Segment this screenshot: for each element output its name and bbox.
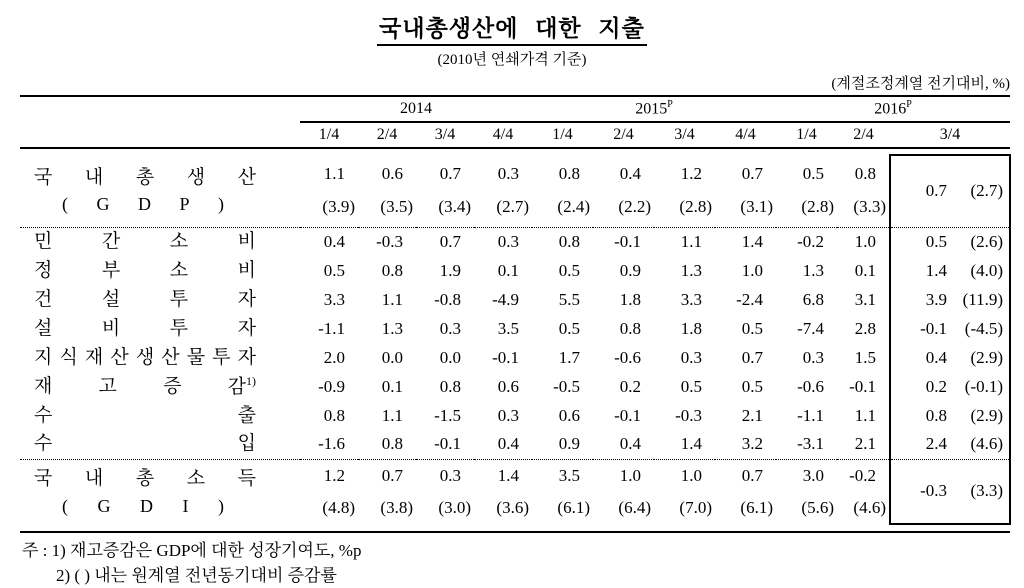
value-cell: 2.8: [854, 318, 876, 338]
value-cell: 0.4: [593, 430, 654, 459]
label-char: G: [97, 495, 111, 516]
boxed-value: [891, 481, 1009, 501]
value-paren: (3.6): [496, 497, 529, 517]
label-char: 소: [169, 259, 189, 281]
row-label-subtext: [20, 191, 300, 217]
row-label-facilities-investment: [20, 314, 300, 343]
boxed-value-cell: [890, 256, 1010, 285]
boxed-main: 0.8: [925, 405, 948, 425]
table-row-inventory-change: [20, 372, 1010, 401]
value-cell: -7.4: [797, 318, 824, 338]
label-char: 재: [34, 375, 53, 397]
value-cell: 3.5: [497, 318, 519, 338]
value-main: 0.5: [802, 164, 824, 184]
value-cell: 1.1: [680, 231, 702, 251]
row-label-text: [20, 430, 300, 458]
label-char: 수: [34, 433, 53, 455]
value-cell: 0.9: [619, 260, 641, 280]
label-char: 소: [186, 467, 206, 489]
boxed-value: [891, 232, 1009, 252]
label-char: 감$^{1)}$: [227, 373, 256, 397]
value-cell: -0.3: [675, 405, 702, 425]
value-main: 0.8: [854, 164, 876, 184]
boxed-main: -0.3: [920, 481, 948, 501]
value-cell: -0.5: [553, 376, 580, 396]
label-char: (: [62, 194, 68, 215]
value-paren: (3.9): [322, 196, 355, 216]
table-row-construction-investment: [20, 285, 1010, 314]
value-main: 1.0: [619, 465, 641, 485]
year-header: $2015^P$: [532, 96, 776, 122]
value-cell: 0.5: [558, 318, 580, 338]
value-cell: 0.0: [439, 347, 461, 367]
value-paren: (2.2): [618, 196, 651, 216]
label-char: 부: [101, 259, 121, 281]
spacer-cell: [20, 524, 1010, 532]
label-char: 설: [34, 317, 53, 339]
boxed-paren: (4.0): [970, 260, 1004, 280]
row-label-private-consumption: [20, 227, 300, 256]
quarter-header: 2/4: [837, 122, 890, 148]
boxed-main: 3.9: [925, 289, 948, 309]
label-char: 고: [98, 375, 117, 397]
label-char: 비: [237, 259, 256, 281]
value-cell: [300, 155, 358, 227]
value-cell: 0.4: [323, 231, 345, 251]
label-char: P: [179, 194, 190, 215]
boxed-value: [891, 377, 1009, 397]
label-char: (: [62, 495, 68, 516]
boxed-main: 2.4: [925, 434, 948, 454]
value-cell: 1.9: [439, 260, 461, 280]
label-char: 투: [169, 288, 189, 310]
row-label-subtext: [20, 493, 300, 519]
value-main: -0.2: [849, 465, 876, 485]
value-cell: 0.1: [854, 260, 876, 280]
row-label-intellectual-property-investment: [20, 343, 300, 372]
value-main: 0.6: [381, 164, 403, 184]
value-cell: [474, 155, 532, 227]
value-main: 0.7: [741, 164, 763, 184]
boxed-value-cell: [890, 430, 1010, 459]
footnotes: [22, 539, 1024, 588]
value-paren: (5.6): [801, 497, 834, 517]
label-char: I: [182, 495, 189, 516]
footnote-1: 주 : 1) 재고증감은 GDP에 대한 성장기여도, %p: [22, 541, 362, 561]
value-cell: 0.7: [439, 231, 461, 251]
boxed-value-cell: [890, 372, 1010, 401]
label-char: 자: [237, 288, 256, 310]
title-area: [0, 0, 1024, 46]
value-cell: 6.8: [802, 289, 824, 309]
boxed-main: 1.4: [925, 260, 948, 280]
value-main: 3.5: [558, 465, 580, 485]
footnote-2: 2) ( ) 내는 원계열 전년동기대비 증감률: [56, 565, 337, 585]
row-label-imports: [20, 430, 300, 459]
row-label-government-consumption: [20, 256, 300, 285]
boxed-main: 0.5: [925, 231, 948, 251]
label-char: 득: [237, 467, 256, 489]
quarter-header: 4/4: [474, 122, 532, 148]
label-char: G: [96, 194, 110, 215]
boxed-paren: (-4.5): [964, 318, 1004, 338]
table-corner: [20, 122, 300, 148]
label-char: 출: [237, 404, 256, 426]
label-char: 물: [186, 346, 206, 368]
value-cell: 0.1: [381, 376, 403, 396]
value-cell: 0.8: [381, 260, 403, 280]
row-label-text: [20, 402, 300, 430]
value-cell: [715, 459, 776, 524]
boxed-paren: (2.6): [970, 231, 1004, 251]
value-cell: 0.0: [381, 347, 403, 367]
row-label-construction-investment: [20, 285, 300, 314]
boxed-value: [891, 290, 1009, 310]
boxed-paren: (-0.1): [964, 376, 1004, 396]
label-char: 내: [84, 166, 104, 188]
value-cell: 3.3: [323, 289, 345, 309]
row-label-text: [20, 164, 300, 192]
label-char: 비: [101, 317, 121, 339]
value-cell: [593, 459, 654, 524]
value-cell: 0.5: [680, 376, 702, 396]
value-cell: -0.6: [797, 376, 824, 396]
value-cell: 0.8: [439, 376, 461, 396]
boxed-value: [891, 261, 1009, 281]
value-cell: [474, 459, 532, 524]
value-paren: (6.4): [618, 497, 651, 517]
value-cell: -1.5: [434, 405, 461, 425]
value-paren: (7.0): [679, 497, 712, 517]
boxed-value: [891, 181, 1009, 201]
value-main: 1.1: [323, 164, 345, 184]
value-paren: (2.4): [557, 196, 590, 216]
value-cell: 0.3: [439, 318, 461, 338]
value-cell: -0.1: [614, 405, 641, 425]
label-char: 내: [84, 467, 104, 489]
value-cell: -0.1: [614, 231, 641, 251]
row-label-text: [20, 465, 300, 493]
table-row-government-consumption: [20, 256, 1010, 285]
quarter-header: 1/4: [300, 122, 358, 148]
value-main: 1.2: [323, 465, 345, 485]
quarter-header: 1/4: [776, 122, 837, 148]
row-label-text: [20, 257, 300, 285]
table-row-facilities-investment: [20, 314, 1010, 343]
value-main: 0.7: [381, 465, 403, 485]
boxed-paren: (11.9): [962, 289, 1004, 309]
value-cell: 1.3: [802, 260, 824, 280]
year-superscript: P: [667, 99, 673, 111]
value-cell: 3.2: [715, 430, 776, 459]
value-cell: -0.8: [434, 289, 461, 309]
row-label-text: [20, 286, 300, 314]
row-label-gdp: [20, 155, 300, 227]
value-cell: [837, 155, 890, 227]
value-cell: 0.1: [497, 260, 519, 280]
value-paren: (3.1): [740, 196, 773, 216]
label-char: 자: [237, 346, 256, 368]
value-main: 1.4: [497, 465, 519, 485]
value-cell: 0.6: [558, 405, 580, 425]
table-row-gdi: [20, 459, 1010, 524]
year-header: 2014: [300, 96, 532, 122]
unit-note: (계절조정계열 전기대비, %): [831, 76, 1010, 92]
row-label-text: [20, 373, 300, 401]
value-cell: 1.4: [741, 231, 763, 251]
boxed-value: [891, 319, 1009, 339]
value-cell: 1.4: [654, 430, 715, 459]
label-char: 생: [186, 166, 206, 188]
table-row-private-consumption: [20, 227, 1010, 256]
boxed-value: [891, 348, 1009, 368]
value-cell: 0.5: [558, 260, 580, 280]
boxed-value-cell: [890, 314, 1010, 343]
value-cell: 0.7: [741, 347, 763, 367]
value-cell: -0.6: [614, 347, 641, 367]
value-cell: 2.1: [741, 405, 763, 425]
value-cell: [416, 459, 474, 524]
value-cell: 2.1: [837, 430, 890, 459]
value-cell: 1.0: [741, 260, 763, 280]
label-char: 증: [163, 375, 182, 397]
value-cell: [837, 459, 890, 524]
label-char: 식: [59, 346, 78, 368]
value-paren: (2.7): [496, 196, 529, 216]
value-main: 1.0: [680, 465, 702, 485]
boxed-paren: (2.7): [970, 181, 1004, 201]
value-main: 0.7: [741, 465, 763, 485]
value-cell: 0.3: [497, 231, 519, 251]
value-cell: 3.1: [854, 289, 876, 309]
value-cell: -0.3: [376, 231, 403, 251]
value-cell: [776, 459, 837, 524]
value-main: 0.3: [497, 164, 519, 184]
boxed-main: 0.7: [925, 181, 948, 201]
boxed-main: -0.1: [920, 318, 948, 338]
value-cell: -1.1: [797, 405, 824, 425]
value-paren: (3.3): [853, 196, 886, 216]
year-header-row: [20, 96, 1010, 122]
boxed-value-cell: [890, 155, 1010, 227]
value-cell: 0.8: [358, 430, 416, 459]
value-cell: [654, 155, 715, 227]
spacer-row: [20, 148, 1010, 155]
label-char: 산: [237, 166, 256, 188]
label-char: 국: [34, 166, 53, 188]
label-char: 총: [135, 166, 155, 188]
value-cell: 1.1: [854, 405, 876, 425]
row-label-text: [20, 315, 300, 343]
value-main: 0.8: [558, 164, 580, 184]
value-paren: (2.8): [801, 196, 834, 216]
value-cell: 1.7: [558, 347, 580, 367]
label-char: 간: [101, 230, 121, 252]
table-row-imports: [20, 430, 1010, 459]
boxed-value-cell: [890, 459, 1010, 524]
value-cell: [593, 155, 654, 227]
value-cell: [715, 155, 776, 227]
value-cell: 1.1: [381, 289, 403, 309]
value-paren: (4.8): [322, 497, 355, 517]
value-cell: 0.6: [497, 376, 519, 396]
value-cell: 0.8: [558, 231, 580, 251]
value-cell: [532, 155, 593, 227]
label-char: D: [137, 194, 151, 215]
quarter-header: 3/4: [890, 122, 1010, 148]
value-main: 3.0: [802, 465, 824, 485]
spacer-row-bottom: [20, 524, 1010, 532]
quarter-header: 2/4: [358, 122, 416, 148]
value-cell: 0.2: [619, 376, 641, 396]
value-cell: -2.4: [736, 289, 763, 309]
boxed-paren: (2.9): [970, 405, 1004, 425]
label-char: 투: [212, 346, 231, 368]
label-char: 생: [135, 346, 155, 368]
label-char: 정: [34, 259, 53, 281]
value-cell: 1.1: [381, 405, 403, 425]
value-paren: (3.0): [438, 497, 471, 517]
label-char: 소: [169, 230, 189, 252]
boxed-paren: (3.3): [970, 481, 1004, 501]
boxed-value-cell: [890, 401, 1010, 430]
row-label-inventory-change: [20, 372, 300, 401]
table-row-intellectual-property-investment: [20, 343, 1010, 372]
value-cell: -4.9: [492, 289, 519, 309]
value-cell: 1.8: [619, 289, 641, 309]
quarter-header: 3/4: [416, 122, 474, 148]
value-paren: (3.5): [380, 196, 413, 216]
value-cell: 1.5: [854, 347, 876, 367]
value-paren: (3.8): [380, 497, 413, 517]
value-cell: 1.0: [854, 231, 876, 251]
value-cell: 5.5: [558, 289, 580, 309]
label-char: 건: [34, 288, 53, 310]
value-cell: 1.3: [381, 318, 403, 338]
value-cell: 0.3: [802, 347, 824, 367]
value-cell: -1.1: [318, 318, 345, 338]
label-char: 민: [34, 230, 53, 252]
boxed-paren: (4.6): [970, 434, 1004, 454]
value-cell: 1.3: [680, 260, 702, 280]
label-char: 수: [34, 404, 53, 426]
row-label-text: [20, 228, 300, 256]
value-cell: 0.5: [741, 376, 763, 396]
value-paren: (3.4): [438, 196, 471, 216]
value-cell: 1.8: [680, 318, 702, 338]
spacer-cell: [20, 148, 1010, 155]
value-cell: -0.1: [416, 430, 474, 459]
boxed-value-cell: [890, 285, 1010, 314]
label-char: 재: [84, 346, 104, 368]
value-paren: (4.6): [853, 497, 886, 517]
value-cell: [416, 155, 474, 227]
quarter-header: 2/4: [593, 122, 654, 148]
value-paren: (6.1): [557, 497, 590, 517]
boxed-value-cell: [890, 343, 1010, 372]
table-row-gdp: [20, 155, 1010, 227]
value-main: 1.2: [680, 164, 702, 184]
boxed-paren: (2.9): [970, 347, 1004, 367]
value-cell: [776, 155, 837, 227]
label-char: 자: [237, 317, 256, 339]
label-char: 산: [161, 346, 180, 368]
value-cell: -0.9: [318, 376, 345, 396]
value-main: 0.7: [439, 164, 461, 184]
quarter-header: 1/4: [532, 122, 593, 148]
value-cell: 3.3: [680, 289, 702, 309]
value-cell: 0.4: [474, 430, 532, 459]
value-main: 0.3: [439, 465, 461, 485]
value-cell: 0.3: [680, 347, 702, 367]
quarter-header: 4/4: [715, 122, 776, 148]
year-header: $2016^P$: [776, 96, 1010, 122]
row-label-gdi: [20, 459, 300, 524]
label-char: 투: [169, 317, 189, 339]
value-cell: -0.2: [797, 231, 824, 251]
value-cell: [532, 459, 593, 524]
boxed-value: [891, 406, 1009, 426]
value-cell: -3.1: [776, 430, 837, 459]
table-corner: [20, 96, 300, 122]
value-cell: 0.8: [619, 318, 641, 338]
label-char: 지: [34, 346, 53, 368]
boxed-value: [891, 434, 1009, 454]
value-paren: (6.1): [740, 497, 773, 517]
label-char: 비: [237, 230, 256, 252]
value-cell: 2.0: [323, 347, 345, 367]
value-cell: -0.1: [849, 376, 876, 396]
value-cell: 0.8: [323, 405, 345, 425]
value-cell: -1.6: [300, 430, 358, 459]
value-cell: 0.5: [323, 260, 345, 280]
label-char: D: [140, 495, 153, 516]
label-char: 국: [34, 467, 53, 489]
gdp-expenditure-table: [20, 95, 1011, 533]
value-cell: -0.1: [492, 347, 519, 367]
quarter-header: 3/4: [654, 122, 715, 148]
row-label-exports: [20, 401, 300, 430]
value-cell: 0.5: [741, 318, 763, 338]
value-paren: (2.8): [679, 196, 712, 216]
label-char: 총: [135, 467, 155, 489]
value-cell: 0.9: [532, 430, 593, 459]
value-cell: [300, 459, 358, 524]
label-superscript: 1): [246, 373, 256, 388]
label-char: ): [218, 495, 224, 516]
label-char: 산: [110, 346, 129, 368]
boxed-main: 0.4: [925, 347, 948, 367]
value-main: 0.4: [619, 164, 641, 184]
boxed-main: 0.2: [925, 376, 948, 396]
label-char: 설: [101, 288, 121, 310]
value-cell: [654, 459, 715, 524]
year-superscript: P: [906, 99, 912, 111]
boxed-value-cell: [890, 227, 1010, 256]
page-title: 국내총생산에 대한 지출: [377, 10, 647, 46]
label-char: ): [217, 194, 224, 215]
table-row-exports: [20, 401, 1010, 430]
value-cell: 0.3: [497, 405, 519, 425]
value-cell: [358, 459, 416, 524]
page-subtitle: (2010년 연쇄가격 기준): [437, 52, 587, 68]
value-cell: [358, 155, 416, 227]
quarter-header-row: [20, 122, 1010, 148]
row-label-text: [20, 344, 300, 372]
label-char: 입: [237, 433, 256, 455]
